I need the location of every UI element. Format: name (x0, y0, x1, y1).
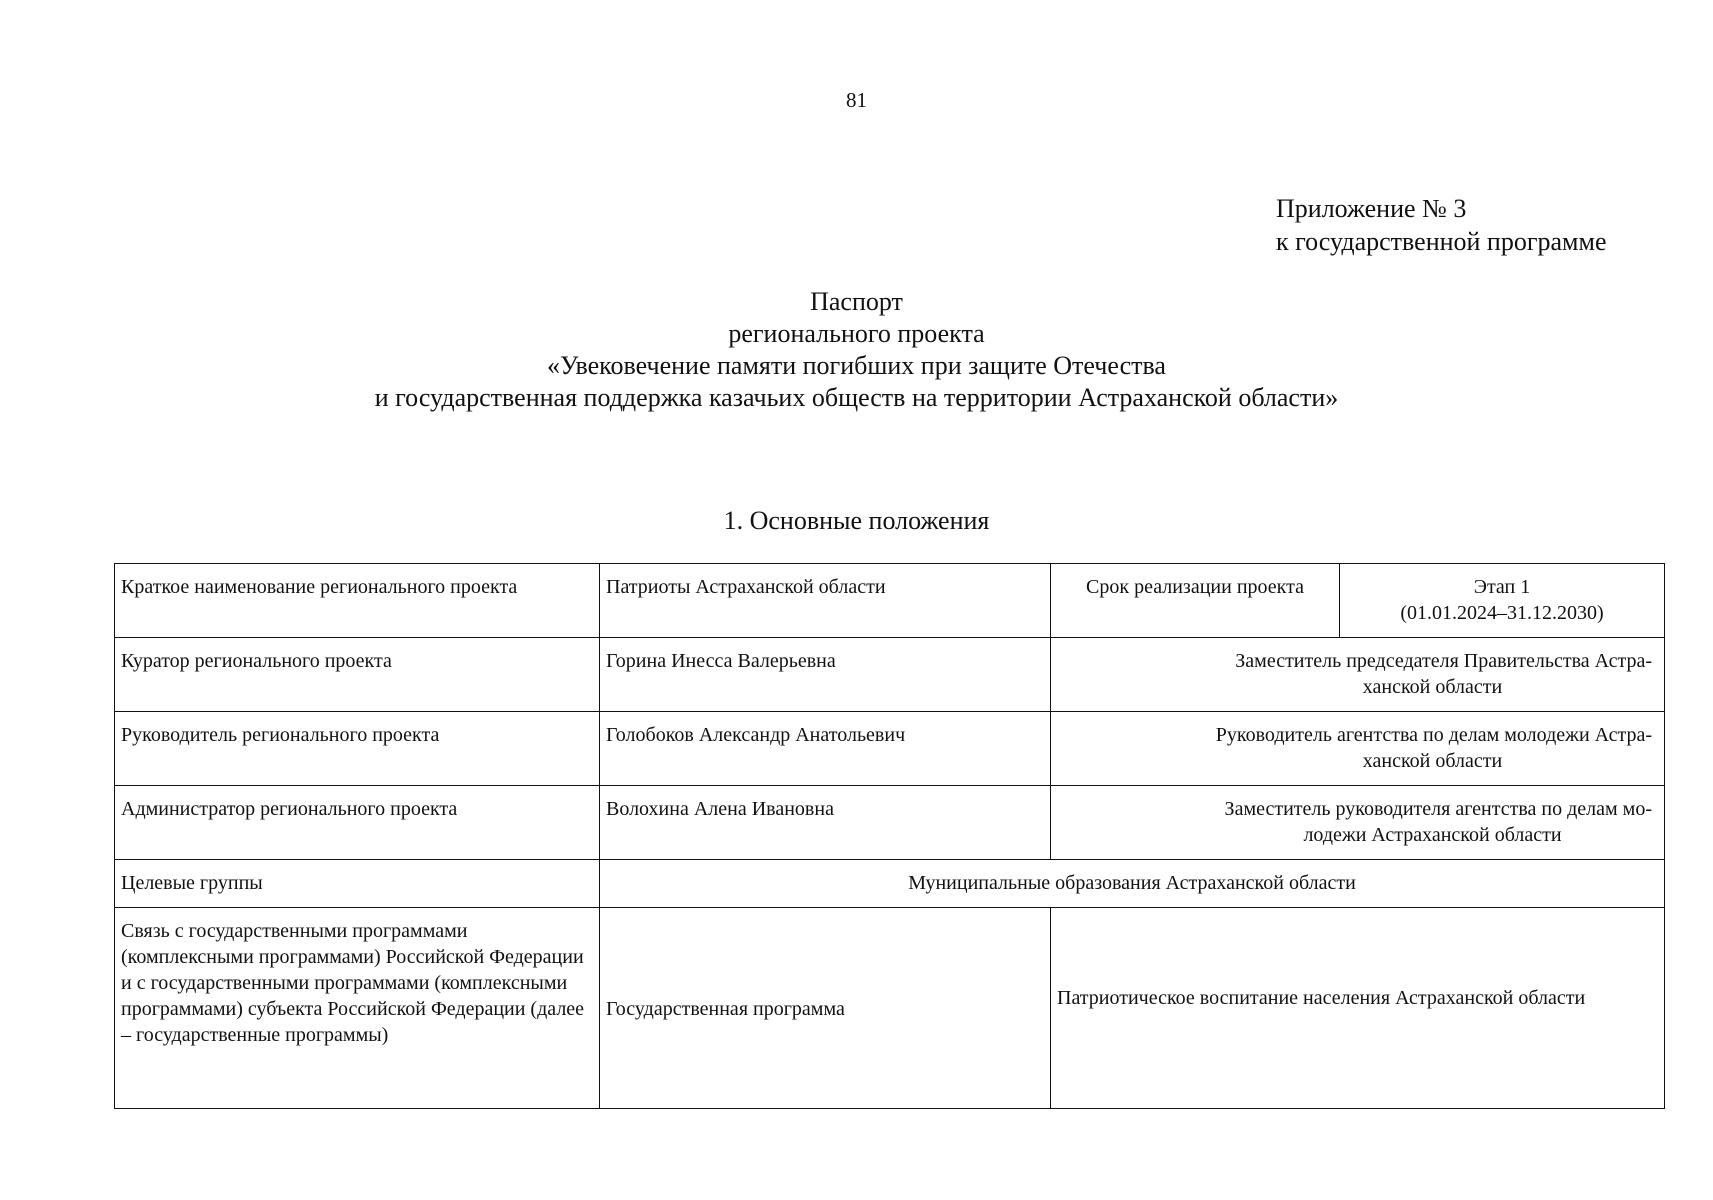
administrator-name: Волохина Алена Ивановна (600, 786, 1051, 860)
programs-link-type: Государственная программа (600, 908, 1051, 1109)
short-name-label: Краткое наименование регионального проекта (115, 564, 600, 638)
programs-link-value: Патриотическое воспитание населения Астраханской области (1051, 908, 1665, 1109)
table-row-administrator (115, 786, 1665, 860)
stage-cell (1340, 564, 1665, 638)
passport-table (114, 563, 1665, 1109)
head-label: Руководитель регионального проекта (115, 712, 600, 786)
curator-position (1051, 638, 1665, 712)
head-position (1051, 712, 1665, 786)
head-position-line-2: ханской области (1362, 750, 1503, 772)
section-heading: 1. Основные положения (723, 506, 990, 535)
table-row-target-groups (115, 860, 1665, 908)
title-line-4: и государственная поддержка казачьих обществ на территории Астраханской области» (374, 383, 1339, 412)
short-name-value: Патриоты Астраханской области (600, 564, 1051, 638)
table-row-head (115, 712, 1665, 786)
administrator-position (1051, 786, 1665, 860)
head-position-line-1: Руководитель агентства по делам молодежи Астра- (1215, 724, 1652, 746)
head-name: Голобоков Александр Анатольевич (600, 712, 1051, 786)
administrator-label: Администратор регионального проекта (115, 786, 600, 860)
table-row-curator (115, 638, 1665, 712)
title-line-1: Паспорт (810, 287, 903, 316)
stage-line-2: (01.01.2024–31.12.2030) (1400, 602, 1604, 624)
target-groups-label: Целевые группы (115, 860, 600, 908)
programs-link-label: Связь с государственными программами (комплексными программами) Российской Федерации и с государственными программами (комплексными программами) субъекта Российской Федерации (далее – государственные программы) (115, 908, 600, 1109)
appendix-line-2: к государственной программе (1276, 227, 1607, 256)
document-title (0, 286, 1713, 414)
administrator-position-line-2: лодежи Астраханской области (1303, 824, 1562, 846)
curator-name: Горина Инесса Валерьевна (600, 638, 1051, 712)
appendix-line-1: Приложение № 3 (1276, 194, 1467, 223)
title-line-2: регионального проекта (728, 319, 985, 348)
page-number: 81 (846, 88, 867, 112)
administrator-position-line-1: Заместитель руководителя агентства по делам мо- (1224, 798, 1652, 820)
appendix-note (1276, 192, 1607, 258)
target-groups-value: Муниципальные образования Астраханской области (600, 860, 1665, 908)
stage-line-1: Этап 1 (1473, 576, 1531, 598)
term-label: Срок реализации проекта (1051, 564, 1340, 638)
curator-label: Куратор регионального проекта (115, 638, 600, 712)
title-line-3: «Увековечение памяти погибших при защите Отечества (547, 351, 1166, 380)
curator-position-line-2: ханской области (1362, 676, 1503, 698)
curator-position-line-1: Заместитель председателя Правительства Астра- (1235, 650, 1652, 672)
table-row-programs-link (115, 908, 1665, 1109)
table-row-short-name (115, 564, 1665, 638)
